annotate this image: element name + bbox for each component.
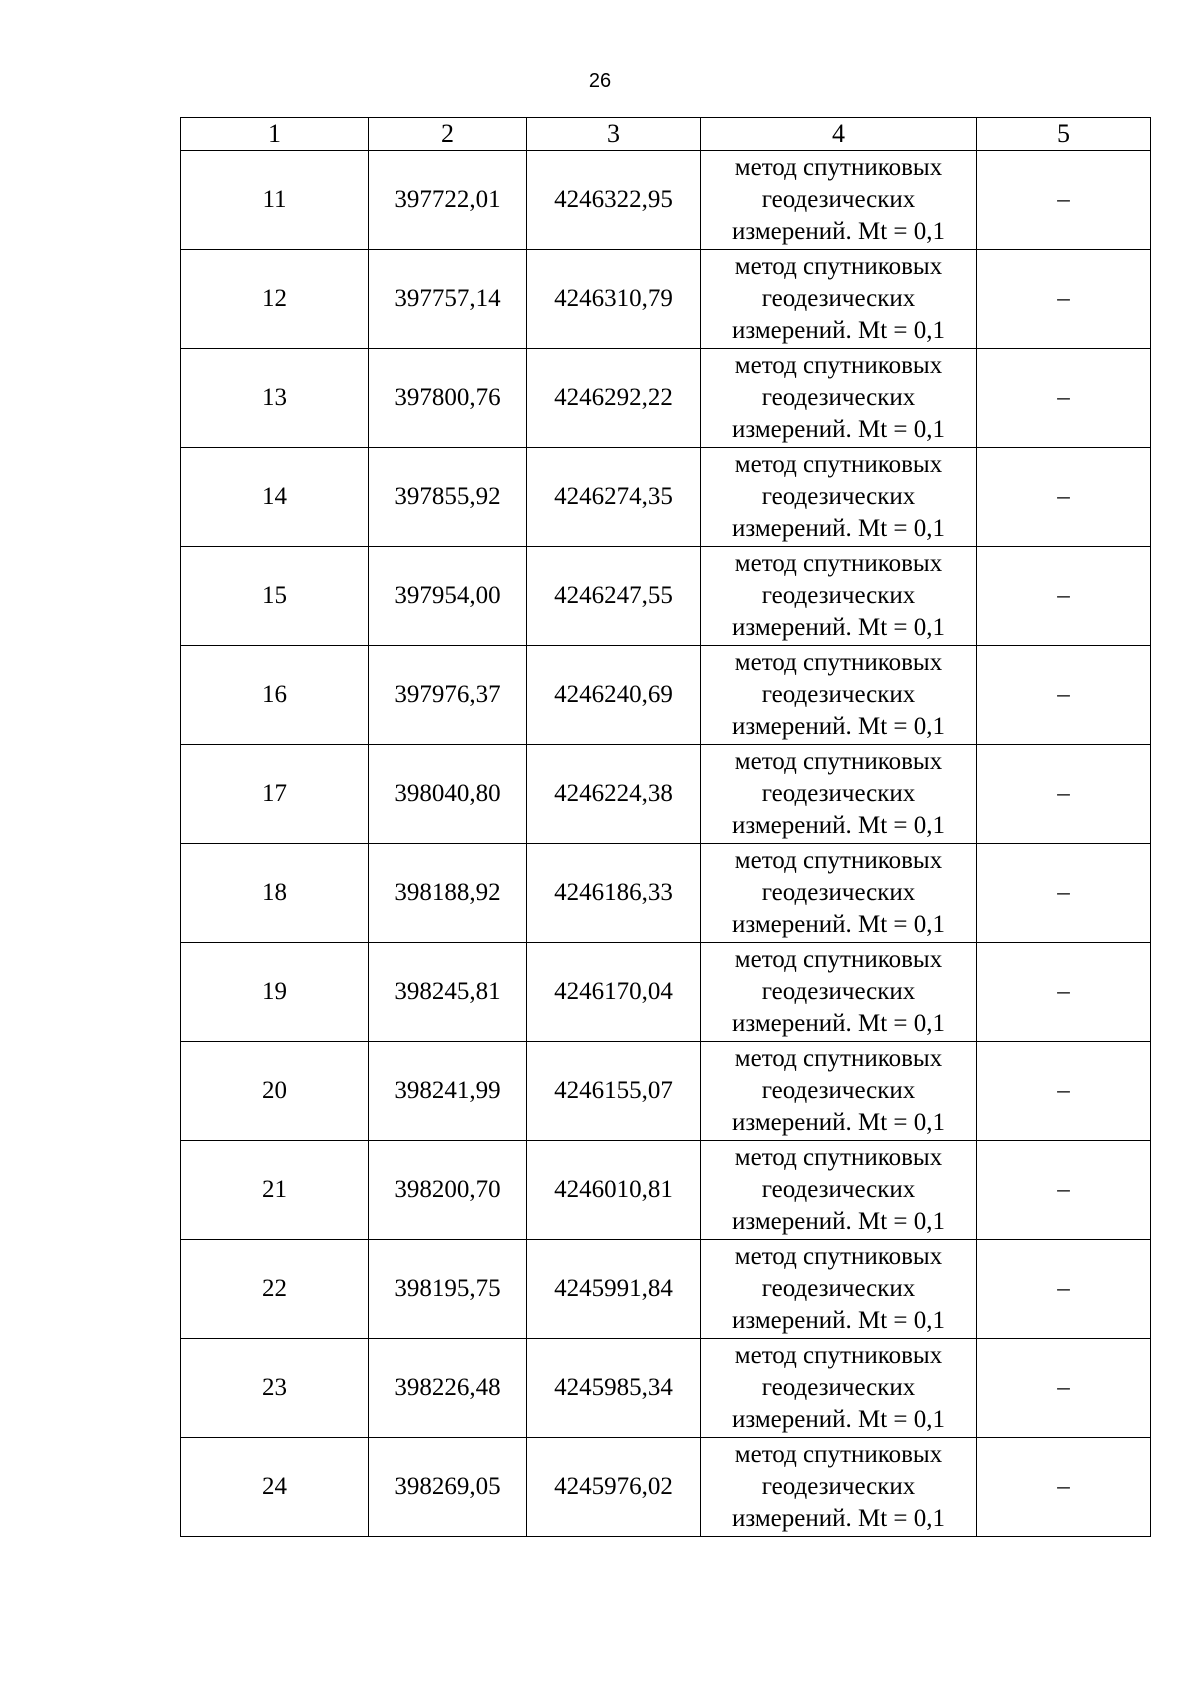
note-cell: –: [977, 1042, 1151, 1141]
method-line: метод спутниковых: [734, 550, 943, 577]
method-line: метод спутниковых: [734, 253, 943, 280]
note-cell: –: [977, 844, 1151, 943]
method-cell: [701, 1240, 977, 1339]
table-row: [181, 646, 1151, 745]
x-coordinate-cell: 397855,92: [369, 448, 527, 547]
method-cell: [701, 745, 977, 844]
method-line: измерений. Mt = 0,1: [731, 614, 946, 641]
table-row: [181, 448, 1151, 547]
point-number-cell: 20: [181, 1042, 369, 1141]
y-coordinate-cell: 4246186,33: [527, 844, 701, 943]
x-coordinate-cell: 397976,37: [369, 646, 527, 745]
table-row: [181, 1438, 1151, 1537]
y-coordinate-cell: 4245991,84: [527, 1240, 701, 1339]
y-coordinate-cell: 4246322,95: [527, 151, 701, 250]
table-row: [181, 1141, 1151, 1240]
table-row: [181, 151, 1151, 250]
method-line: геодезических: [761, 780, 916, 807]
method-line: измерений. Mt = 0,1: [731, 911, 946, 938]
method-line: геодезических: [761, 483, 916, 510]
method-cell: [701, 448, 977, 547]
point-number-cell: 14: [181, 448, 369, 547]
note-cell: –: [977, 745, 1151, 844]
point-number-cell: 22: [181, 1240, 369, 1339]
method-line: метод спутниковых: [734, 946, 943, 973]
x-coordinate-cell: 398245,81: [369, 943, 527, 1042]
method-line: геодезических: [761, 1275, 916, 1302]
point-number-cell: 21: [181, 1141, 369, 1240]
y-coordinate-cell: 4245976,02: [527, 1438, 701, 1537]
note-cell: –: [977, 1438, 1151, 1537]
method-line: геодезических: [761, 285, 916, 312]
method-line: геодезических: [761, 1374, 916, 1401]
table-row: [181, 1240, 1151, 1339]
table-row: [181, 844, 1151, 943]
point-number-cell: 23: [181, 1339, 369, 1438]
method-line: измерений. Mt = 0,1: [731, 1307, 946, 1334]
method-cell: [701, 547, 977, 646]
note-cell: –: [977, 448, 1151, 547]
method-cell: [701, 1042, 977, 1141]
method-line: метод спутниковых: [734, 352, 943, 379]
x-coordinate-cell: 398188,92: [369, 844, 527, 943]
method-line: измерений. Mt = 0,1: [731, 1010, 946, 1037]
page-number: 26: [588, 70, 612, 92]
y-coordinate-cell: 4246010,81: [527, 1141, 701, 1240]
note-cell: –: [977, 943, 1151, 1042]
method-line: измерений. Mt = 0,1: [731, 1406, 946, 1433]
note-cell: –: [977, 547, 1151, 646]
method-line: геодезических: [761, 1077, 916, 1104]
table-row: [181, 943, 1151, 1042]
y-coordinate-cell: 4246292,22: [527, 349, 701, 448]
method-line: метод спутниковых: [734, 847, 943, 874]
x-coordinate-cell: 397722,01: [369, 151, 527, 250]
point-number-cell: 13: [181, 349, 369, 448]
y-coordinate-cell: 4246240,69: [527, 646, 701, 745]
note-cell: –: [977, 349, 1151, 448]
method-line: геодезических: [761, 1176, 916, 1203]
method-line: измерений. Mt = 0,1: [731, 1109, 946, 1136]
x-coordinate-cell: 397954,00: [369, 547, 527, 646]
x-coordinate-cell: 397757,14: [369, 250, 527, 349]
method-line: метод спутниковых: [734, 154, 943, 181]
method-line: измерений. Mt = 0,1: [731, 1208, 946, 1235]
table-header: [181, 118, 1151, 151]
table-row: [181, 250, 1151, 349]
table-row: [181, 1339, 1151, 1438]
method-line: метод спутниковых: [734, 1243, 943, 1270]
y-coordinate-cell: 4246310,79: [527, 250, 701, 349]
note-cell: –: [977, 250, 1151, 349]
note-cell: –: [977, 1141, 1151, 1240]
point-number-cell: 17: [181, 745, 369, 844]
note-cell: –: [977, 646, 1151, 745]
method-line: метод спутниковых: [734, 1441, 943, 1468]
coordinates-table: [180, 117, 1151, 1537]
table-body: [181, 151, 1151, 1537]
note-cell: –: [977, 1240, 1151, 1339]
header-cell-3: 3: [527, 118, 701, 151]
header-cell-2: 2: [369, 118, 527, 151]
method-line: измерений. Mt = 0,1: [731, 1505, 946, 1532]
y-coordinate-cell: 4246247,55: [527, 547, 701, 646]
x-coordinate-cell: 398241,99: [369, 1042, 527, 1141]
method-line: метод спутниковых: [734, 748, 943, 775]
method-line: измерений. Mt = 0,1: [731, 713, 946, 740]
method-line: геодезических: [761, 1473, 916, 1500]
method-cell: [701, 1339, 977, 1438]
method-line: измерений. Mt = 0,1: [731, 812, 946, 839]
method-line: геодезических: [761, 186, 916, 213]
method-cell: [701, 250, 977, 349]
method-line: геодезических: [761, 978, 916, 1005]
x-coordinate-cell: 398269,05: [369, 1438, 527, 1537]
header-cell-5: 5: [977, 118, 1151, 151]
method-line: метод спутниковых: [734, 1144, 943, 1171]
point-number-cell: 12: [181, 250, 369, 349]
y-coordinate-cell: 4246155,07: [527, 1042, 701, 1141]
note-cell: –: [977, 1339, 1151, 1438]
y-coordinate-cell: 4246224,38: [527, 745, 701, 844]
method-cell: [701, 844, 977, 943]
x-coordinate-cell: 398200,70: [369, 1141, 527, 1240]
header-cell-4: 4: [701, 118, 977, 151]
point-number-cell: 18: [181, 844, 369, 943]
table-row: [181, 745, 1151, 844]
method-line: метод спутниковых: [734, 451, 943, 478]
method-line: измерений. Mt = 0,1: [731, 416, 946, 443]
method-cell: [701, 349, 977, 448]
table-row: [181, 547, 1151, 646]
x-coordinate-cell: 397800,76: [369, 349, 527, 448]
header-row: [181, 118, 1151, 151]
method-line: геодезических: [761, 681, 916, 708]
header-cell-1: 1: [181, 118, 369, 151]
method-line: метод спутниковых: [734, 649, 943, 676]
point-number-cell: 11: [181, 151, 369, 250]
method-line: метод спутниковых: [734, 1045, 943, 1072]
method-cell: [701, 943, 977, 1042]
y-coordinate-cell: 4245985,34: [527, 1339, 701, 1438]
point-number-cell: 24: [181, 1438, 369, 1537]
note-cell: –: [977, 151, 1151, 250]
x-coordinate-cell: 398040,80: [369, 745, 527, 844]
x-coordinate-cell: 398226,48: [369, 1339, 527, 1438]
y-coordinate-cell: 4246274,35: [527, 448, 701, 547]
table-row: [181, 349, 1151, 448]
method-line: геодезических: [761, 879, 916, 906]
point-number-cell: 15: [181, 547, 369, 646]
point-number-cell: 19: [181, 943, 369, 1042]
method-line: измерений. Mt = 0,1: [731, 218, 946, 245]
method-cell: [701, 151, 977, 250]
x-coordinate-cell: 398195,75: [369, 1240, 527, 1339]
method-line: измерений. Mt = 0,1: [731, 317, 946, 344]
method-line: метод спутниковых: [734, 1342, 943, 1369]
method-line: геодезических: [761, 384, 916, 411]
method-cell: [701, 1141, 977, 1240]
method-cell: [701, 1438, 977, 1537]
point-number-cell: 16: [181, 646, 369, 745]
method-line: геодезических: [761, 582, 916, 609]
method-line: измерений. Mt = 0,1: [731, 515, 946, 542]
y-coordinate-cell: 4246170,04: [527, 943, 701, 1042]
table-row: [181, 1042, 1151, 1141]
method-cell: [701, 646, 977, 745]
